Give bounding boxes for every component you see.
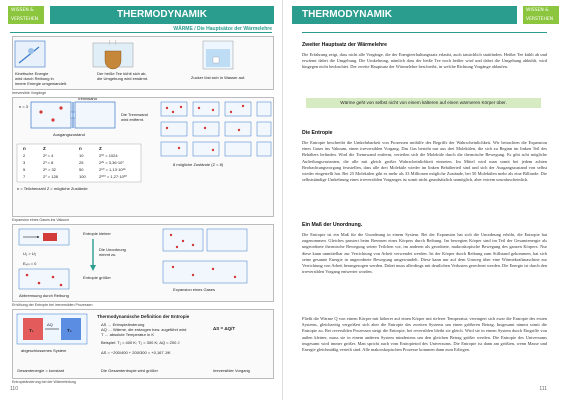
fig4-line1: ΔS … Entropieänderung [101,322,145,327]
section-body: Die Entropie beschreibt die Umkehrbarkeit von Prozessen mithilfe des Begriffs der Wahrscheinlichkeit. Wir betrachten die Expansion eines Gases ins Vakuum, einen irreversiblen Vorgang. Das Gas besteht nur aus drei Molekülen, die sich zu Beginn im linken Teil des Behälters befinden. Wird die Trennwand entfernt, verteilen sich die Moleküle durch die thermische Bewegung. Es gibt acht mögliche Aufteilungsvarianten, die alle mit gleich großer Wahrscheinlichkeit eintreten. Im Mittel wird man somit bei jedem achten Beobachtungsvorgang feststellen, dass alle drei Moleküle wieder im linken Behälterteil sind und sich der Ausgangszustand von selbst wieder eingestellt hat. Bei 25 Molekülen gibt es mehr als 33 Millionen mögliche Zustände, bei 50 Molekülen mehr als eine Billiarde. Die selbstständige Umkehrung eines irreversiblen Vorganges ist somit nicht grundsätzlich unmöglich, aber extrem unwahrscheinlich. [302,140,547,183]
fig4-example: Beispiel: T₁ = 400 K; T₂ = 300 K; ΔQ = 200 J [101,340,180,345]
fig1-tea-line1: Der heiße Tee kühlt sich ab, [97,71,147,76]
section-body: Die Erfahrung zeigt, dass nicht alle Vorgänge, die der Energieerhaltungssatz erlaubt, auch tatsächlich stattfinden. Heißer Tee kühlt ab und erwärmt dabei die Umgebung. Die Umkehrung, nämlich dass der heiße Tee noch heißer wird und dabei die Umgebung abkühlt, wird hingegen nicht beobachtet. Der zweite Hauptsatz der Wärmelehre beschreibt, in welche Richtung Vorgänge ablaufen. [302,52,547,70]
fig2-cell: 50 [79,167,84,172]
fig3-disorder-1: Die Unordnung [99,247,126,252]
figure-gas-expansion [12,97,274,217]
right-page [284,0,567,400]
fig4-line3: T … absolute Temperatur in K [101,332,154,337]
fig2-cell: 7 [23,174,26,179]
fig2-cell: 2²⁵ = 3,36·10⁷ [99,160,124,165]
fig1-tea-line2: die Umgebung wird erwärmt. [97,76,149,81]
fig2-th-n1: n [23,146,26,151]
fig2-wall-removed-1: Die Trennwand [121,112,148,117]
fig2-cell: 2¹⁰⁰ = 1,27·10³⁰ [99,174,127,179]
fig4-title: Thermodynamische Definition der Entropie [97,314,190,319]
fig2-cell: 5 [23,167,26,172]
fig2-states-label: 8 mögliche Zustände (Z = 8) [173,162,224,167]
fig4-entropy-grows: Die Gesamtentropie wird größer [101,368,158,373]
section-body: Fließt die Wärme Q von einem Körper mit höherer auf einen Körper mit tieferer Temperatur, verringert sich zwar die Entropie des ersten Systems, gleichzeitig vergrößert sich aber die Entropie des zweiten Systems um einen größeren Betrag. Insgesamt nimmt somit die Entropie zu. Bei reversiblen Prozessen steigt die Entropie, bei reversiblen bleibt sie gleich. Wird sie in einem System durch Eingriffe von außen kleiner, muss sie in einem anderen System mindestens um den gleichen Betrag größer werden. Die Entropie des Universums insgesamt wird immer größer. Man spricht auch vom Entropietod des Universums. Die Entropie ist dann am größten, wenn Masse und Energie gleichmäßig verteilt sind. Alle makroskopischen Prozesse kommen dann zum Erliegen. [302,316,547,353]
section-title: Die Entropie [302,130,333,136]
fig2-n-label: n = 3 [19,104,29,109]
fig3-entropy-larger: Entropie größer [83,275,111,280]
section-title: Ein Maß der Unordnung. [302,222,363,228]
fig2-wall-removed-2: wird entfernt. [121,117,145,122]
fig1-energy-line3: innere Energie umgewandelt. [15,81,68,86]
divider [302,32,547,33]
fig2-cell: 2¹⁰ = 1024 [99,153,118,158]
fig3-caption: Erhöhung der Entropie bei irreversiblen Prozessen [12,303,93,307]
figure-entropy-definition [12,309,274,379]
fig2-cell: 2³ = 8 [43,160,54,165]
fig1-energy-line2: wird durch Reibung in [15,76,54,81]
fig1-caption: Irreversible Vorgänge [12,91,47,95]
subheading: WÄRME / Die Hauptsätze der Wärmelehre [173,26,272,32]
fig2-caption: Expansion eines Gases ins Vakuum [12,218,70,222]
fig2-wall-label: Trennwand [77,98,97,101]
fig2-cell: 25 [79,160,84,165]
page-number: 110 [10,386,18,392]
fig2-cell: 2⁷ = 128 [43,174,58,179]
section-tag: WISSEN & VERSTEHEN [523,6,559,24]
section-title: Zweiter Hauptsatz der Wärmelehre [302,42,388,48]
fig2-cell: 10 [79,153,84,158]
fig4-t1: T₁ [29,328,34,333]
fig3-friction: Abbremsung durch Reibung [19,293,69,298]
fig4-system: abgeschlossenes System [21,348,67,353]
left-page [0,0,283,400]
fig3-expansion: Expansion eines Gases [173,287,216,292]
divider [10,32,272,33]
chapter-title: THERMODYNAMIK [292,6,517,24]
figure-irreversible-processes [12,36,274,90]
figure-entropy-increase [12,224,274,302]
section-tag: WISSEN & VERSTEHEN [8,6,44,24]
fig2-table [17,144,141,182]
fig3-disorder-2: nimmt zu. [99,252,117,257]
fig2-cell: 2⁵ = 32 [43,167,56,172]
page-number: 111 [539,386,547,392]
fig2-cell: 3 [23,160,26,165]
chapter-title: THERMODYNAMIK [50,6,274,24]
fig3-ekin: Eₖᵢₙ = 0 [23,261,37,266]
fig4-energy-const: Gesamtenergie = konstant [17,368,65,373]
fig4-formula: ΔS = ΔQ/T [213,326,236,331]
fig1-energy-line1: Kinetische Energie [15,71,49,76]
fig4-calc: ΔS = −200/400 + 200/300 = +0,167 J/K [101,350,171,355]
section-body: Die Entropie ist ein Maß für die Unordnung in einem System. Bei der Expansion hat sich die Unordnung erhöht, die Entropie hat zugenommen. Gleiches passiert beim Bremsen eines Körpers durch Reibung. Im bewegten Körper sind im Teil der Gesamtenergie als ungeordnete thermische Bewegung seiner Teilchen vor, im anderen als geordnete, makroskopische Bewegung des ganzen Körpers. Nur diese kann unmittelbar zur Verrichtung von Arbeit verwendet werden. Ist der Körper durch Reibung zum Stillstand gekommen, hat sich seine gesamte Energie in ungeordnete Bewegung umgewandelt. Diese kann nur auf dem Umweg über eine Wärmekraftmaschine zur Verrichtung von Arbeit herangezogen werden. Dabei muss allerdings mit deutlichen Verlusten gerechnet werden. Die Energie ist durch den irreversiblen Vorgang entwertet worden. [302,232,547,275]
fig2-cell: 2 [23,153,26,158]
key-statement: Wärme geht von selbst nicht von einem kälteren auf einen wärmeren Körper über. [306,98,541,108]
fig4-irreversible: irreversibler Vorgang [213,368,250,373]
fig3-entropy-small: Entropie kleiner [83,231,111,236]
fig4-line2: ΔQ … Wärme, die entzogen bzw. zugeführt wird [101,327,187,332]
fig2-start-label: Ausgangszustand [53,132,85,137]
fig4-caption: Entropieänderung bei der Wärmeleitung [12,380,76,384]
fig4-dq: ΔQ [47,322,53,327]
fig2-cell: 2⁵⁰ = 1,13·10¹⁵ [99,167,126,172]
fig2-legend: n = Teilchenzahl Z = mögliche Zustände [17,186,88,191]
fig1-sugar: Zucker löst sich in Wasser auf. [191,75,246,80]
fig4-t2: T₂ [67,328,72,333]
fig2-cell: 2² = 4 [43,153,54,158]
fig2-th-z1: Z [43,146,46,151]
fig3-u-relation: U₁ > U₂ [23,251,37,256]
fig2-cell: 100 [79,174,86,179]
fig2-th-z2: Z [99,146,102,151]
fig2-th-n2: n [79,146,82,151]
